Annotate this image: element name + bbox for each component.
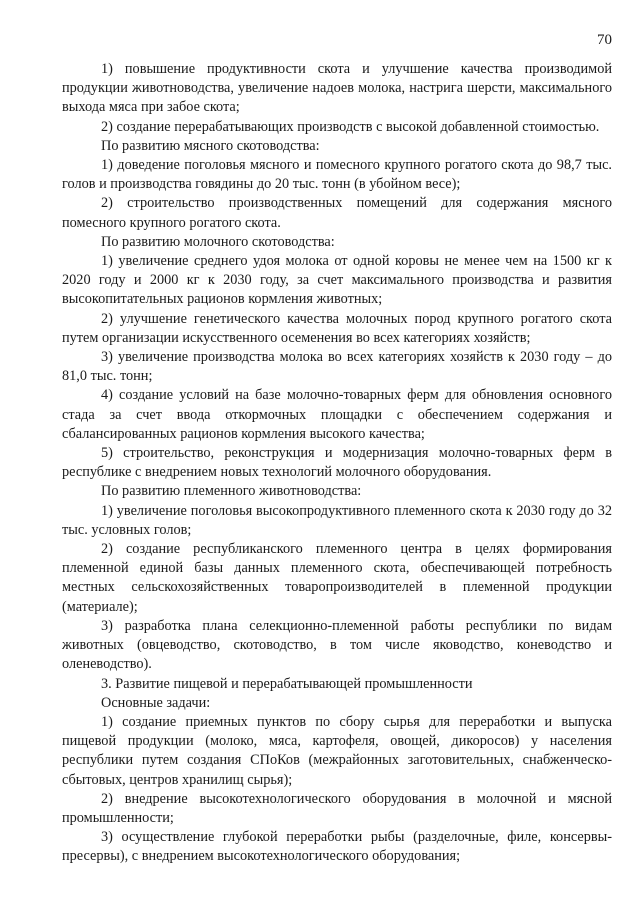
paragraph: 1) создание приемных пунктов по сбору сырья для переработки и выпуска пищевой продукции (молоко, мяса, картофеля, овощей, дикоросов) у населения республики путем создания СПоКов (межрайонных заготовительных, снабженческо-сбытовых, центров хранилищ сырья); (62, 713, 612, 788)
paragraph: 4) создание условий на базе молочно-товарных ферм для обновления основного стада за счет ввода откормочных площадки с обеспечением содержания и сбалансированных рационов кормления высокого качества; (62, 387, 612, 442)
paragraph: 5) строительство, реконструкция и модернизация молочно-товарных ферм в республике с внедрением новых технологий молочного оборудования. (62, 445, 612, 481)
paragraph: 1) повышение продуктивности скота и улучшение качества производимой продукции животноводства, увеличение надоев молока, настрига шерсти, максимального выхода мяса при забое скота; (62, 61, 612, 116)
paragraph: 1) увеличение среднего удоя молока от одной коровы не менее чем на 1500 кг к 2020 году и 2000 кг к 2030 году, за счет максимального производства и развития высокопитательных рационов кормления животных; (62, 253, 612, 308)
paragraph: 1) увеличение поголовья высокопродуктивного племенного скота к 2030 году до 32 тыс. условных голов; (62, 502, 612, 538)
section-heading: 3. Развитие пищевой и перерабатывающей промышленности (101, 675, 473, 692)
page-number: 70 (597, 32, 612, 48)
paragraph: 1) доведение поголовья мясного и помесного крупного рогатого скота до 98,7 тыс. голов и производства говядины до 20 тыс. тонн (в убойном весе); (62, 157, 612, 193)
paragraph: 2) создание республиканского племенного центра в целях формирования племенной единой базы данных племенного скота, обеспечивающей потребность местных сельскохозяйственных товаропроизводителей в племенной продукции (материале); (62, 541, 612, 615)
section-heading: По развитию племенного животноводства: (101, 483, 362, 500)
paragraph: 2) внедрение высокотехнологического оборудования в молочной и мясной промышленности; (62, 790, 612, 826)
section-heading: По развитию мясного скотоводства: (101, 137, 320, 154)
paragraph: 3) разработка плана селекционно-племенной работы республики по видам животных (овцеводство, скотоводство, в том числе яководство, коневодство и оленеводство). (62, 617, 612, 673)
document-body (62, 60, 612, 867)
paragraph: 2) создание перерабатывающих производств с высокой добавленной стоимостью. (101, 118, 600, 135)
paragraph: 2) строительство производственных помещений для содержания мясного помесного крупного рогатого скота. (62, 195, 612, 231)
paragraph: 2) улучшение генетического качества молочных пород крупного рогатого скота путем организации искусственного осеменения во всех категориях хозяйств; (62, 310, 612, 346)
paragraph: 3) увеличение производства молока во всех категориях хозяйств к 2030 году – до 81,0 тыс. тонн; (62, 349, 612, 385)
paragraph: 3) осуществление глубокой переработки рыбы (разделочные, филе, консервы-пресервы), с внедрением высокотехнологического оборудования; (62, 829, 612, 865)
section-heading: По развитию молочного скотоводства: (101, 233, 335, 250)
section-heading: Основные задачи: (101, 694, 211, 711)
